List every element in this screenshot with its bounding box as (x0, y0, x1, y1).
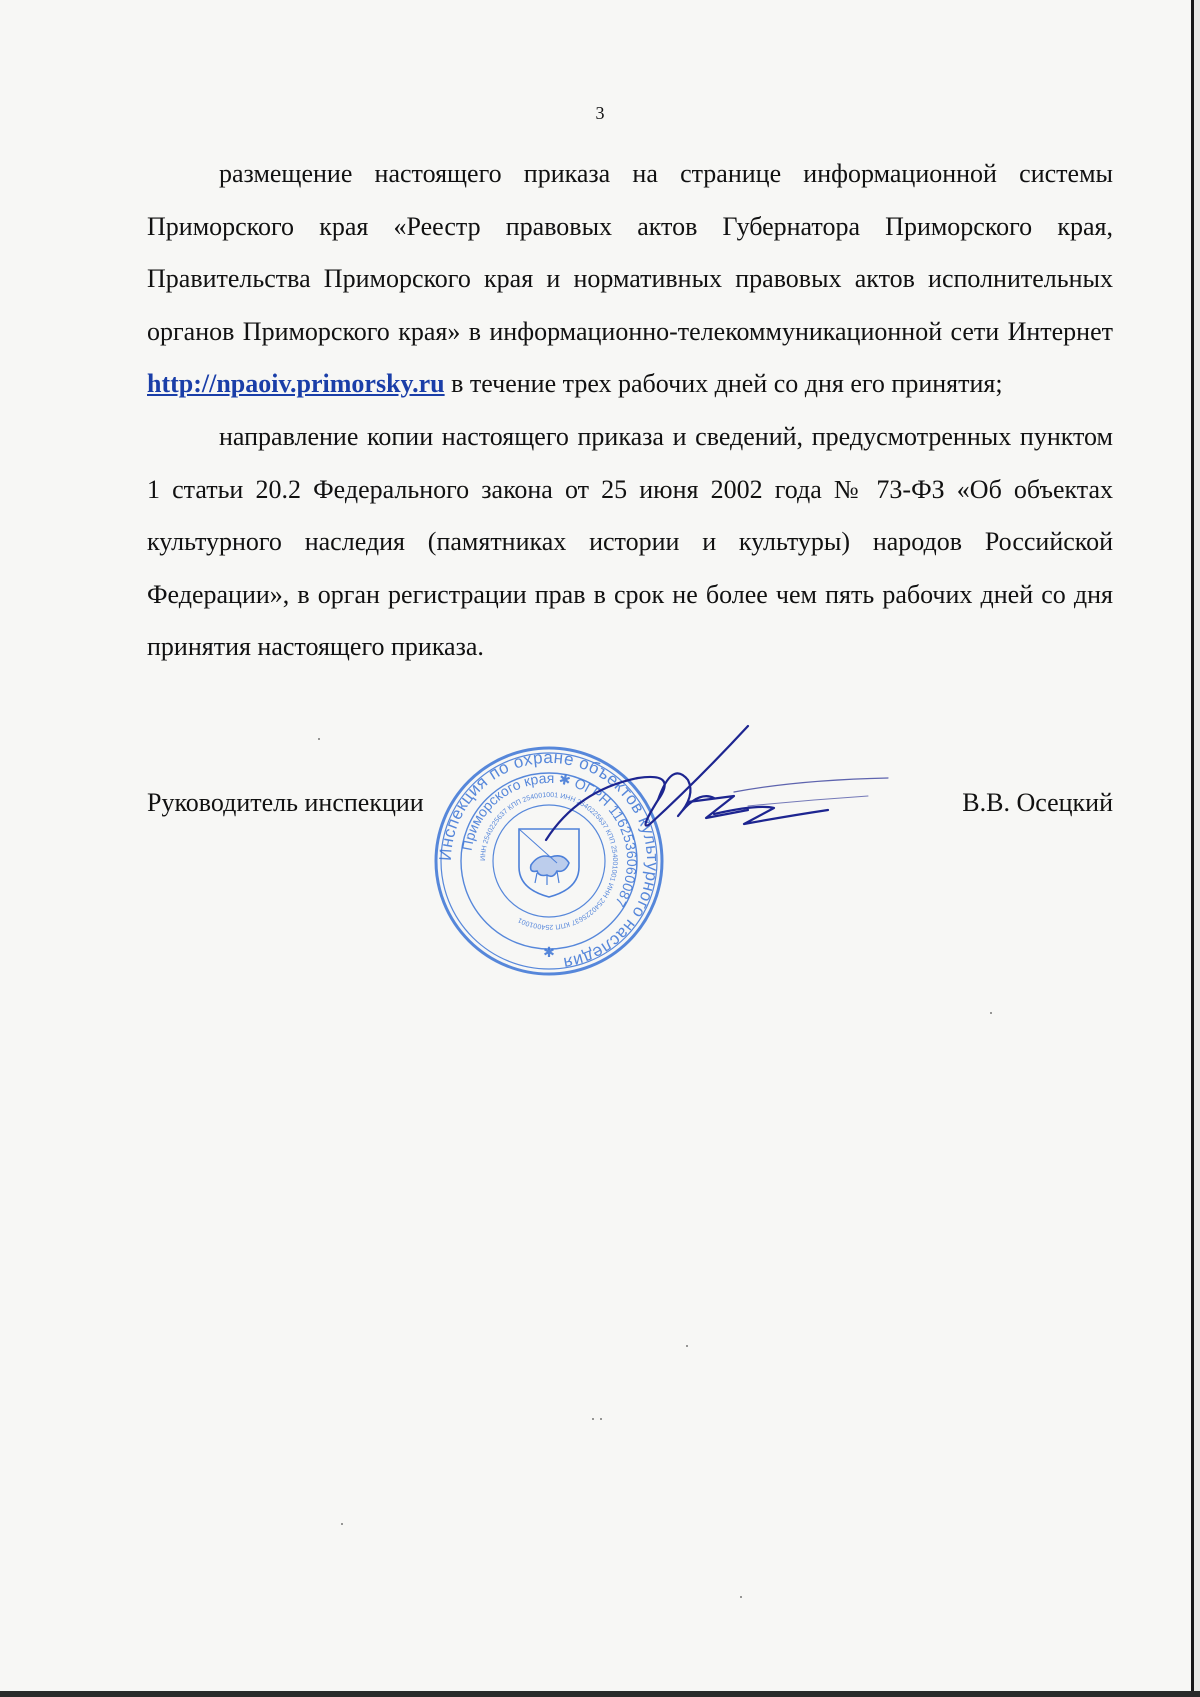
scan-speck (686, 1345, 688, 1347)
scan-speck (600, 1418, 602, 1420)
scan-speck (318, 738, 320, 740)
page-edge (1194, 0, 1200, 1697)
scan-border-right (1191, 0, 1194, 1697)
paragraph-registration: направление копии настоящего приказа и сведений, предусмотренных пунктом 1 статьи 20.2 Федерального закона от 25 июня 2002 года № 73-ФЗ «Об объектах культурного наследия (памятниках истории и культуры) народов Российской Федерации», в орган регистрации прав в срок не более чем пять рабочих дней со дня принятия настоящего приказа. (147, 421, 1113, 662)
scan-speck (740, 1596, 742, 1598)
svg-text:Инспекция по охране объектов к: Инспекция по охране объектов культурного наследия (435, 747, 663, 973)
document-body (147, 148, 1113, 674)
paragraph-publication (147, 148, 1113, 411)
signer-name: В.В. Осецкий (962, 788, 1113, 817)
page-number: 3 (595, 103, 605, 123)
signer-position: Руководитель инспекции (147, 788, 424, 817)
registry-link[interactable]: http://npaoiv.primorsky.ru (147, 369, 445, 399)
scan-speck (592, 1418, 594, 1420)
paragraph-text: в течение трех рабочих дней со дня его принятия; (444, 369, 1003, 399)
svg-text:✱: ✱ (543, 944, 555, 960)
scan-speck (990, 1012, 992, 1014)
handwritten-signature (538, 720, 898, 880)
scan-speck (341, 1523, 343, 1525)
paragraph-text: размещение настоящего приказа на странице информационной системы Приморского края «Реестр правовых актов Губернатора Приморского края, Правительства Приморского края и нормативных правовых актов исполнительных органов Приморского края» в информационно-телекоммуникационной сети Интернет (147, 159, 1113, 346)
scan-border-bottom (0, 1691, 1200, 1697)
svg-text:ИНН 2540225637 КПП 254001001 И: ИНН 2540225637 КПП 254001001 ИНН 2540225637 КПП 254001001 ИНН 2540225637 КПП 254001001 (479, 791, 619, 931)
svg-text:Приморского края ✱ ОГРН 116253: Приморского края ✱ ОГРН 1162536060087 (458, 769, 641, 910)
